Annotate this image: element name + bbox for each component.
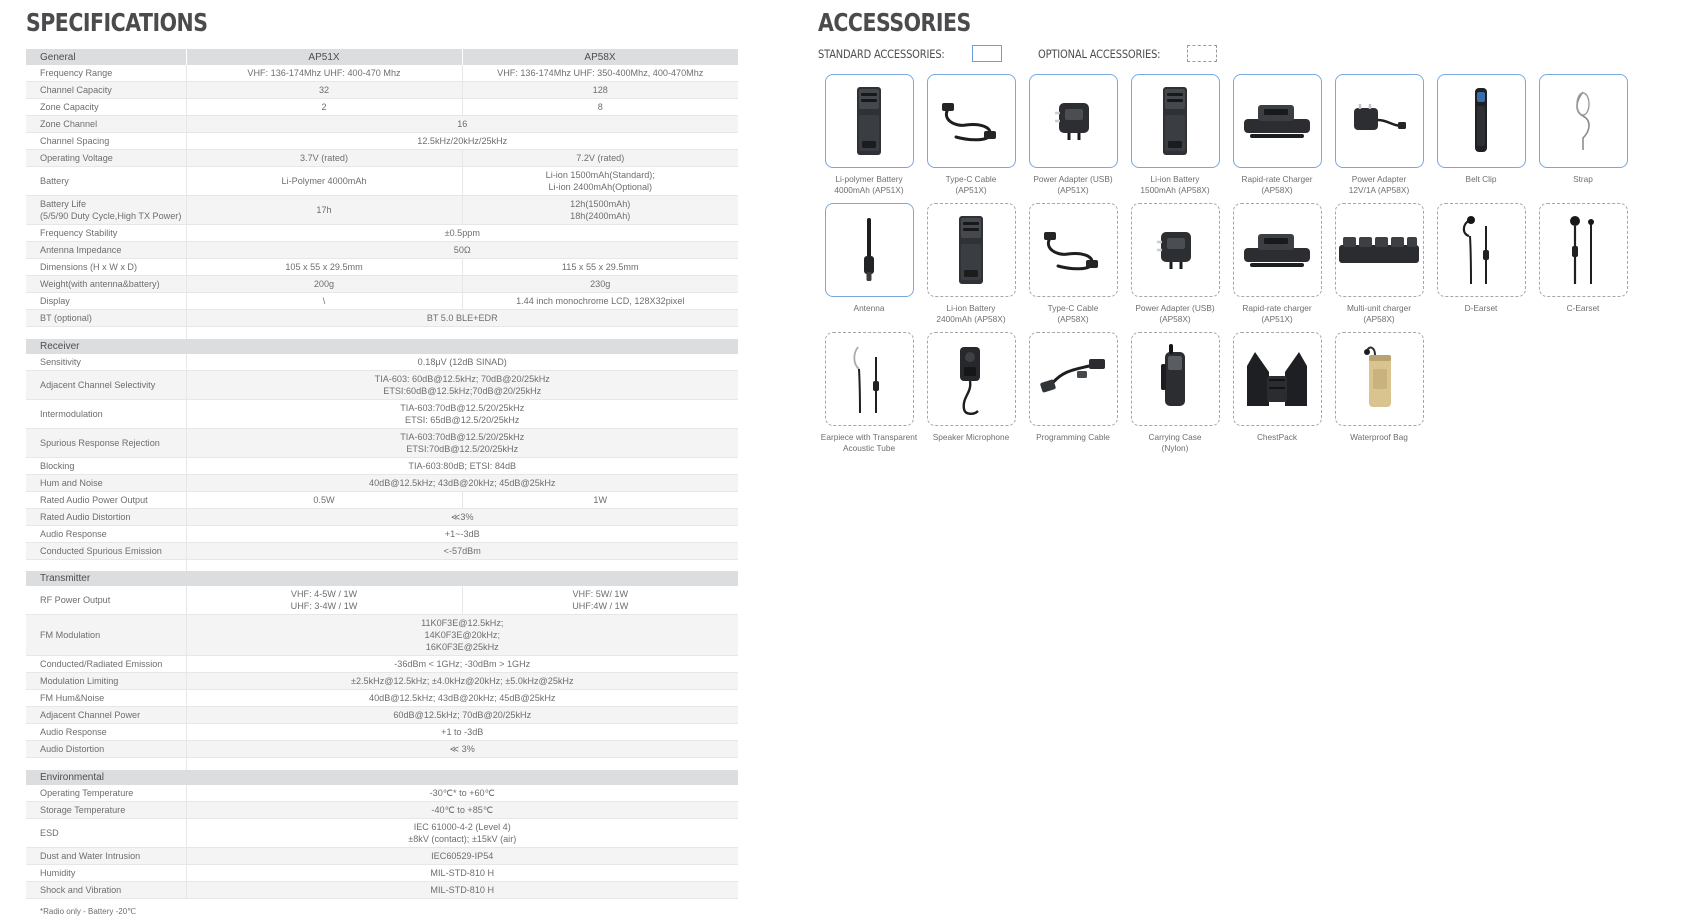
row-label: FM Modulation (26, 615, 186, 656)
row-value-ap58x: VHF: 5W/ 1W UHF:4W / 1W (462, 586, 738, 615)
spacer-cell (26, 559, 186, 571)
accessory-sub: (AP58X) (1363, 313, 1395, 324)
row-value-merged: <-57dBm (186, 542, 738, 559)
row-value-ap51x: 0.5W (186, 491, 462, 508)
row-value-ap58x: 8 (462, 99, 738, 116)
row-label: Blocking (26, 457, 186, 474)
accessory-item[interactable] (1124, 74, 1226, 195)
table-row (26, 818, 738, 847)
table-row (26, 724, 738, 741)
row-value-merged: 40dB@12.5kHz; 43dB@20kHz; 45dB@25kHz (186, 474, 738, 491)
accessory-name: Li-polymer Battery (835, 174, 903, 184)
accessory-caption (1430, 174, 1532, 185)
accessory-caption (818, 432, 920, 453)
accessory-card[interactable] (1131, 74, 1220, 168)
row-label: Zone Capacity (26, 99, 186, 116)
spacer-cell (186, 758, 738, 770)
chestpack-icon (1239, 346, 1315, 412)
accessory-sub: 12V/1A (AP58X) (1348, 184, 1410, 195)
row-value-ap58x: 128 (462, 82, 738, 99)
accessory-item[interactable] (818, 332, 920, 453)
programming-cable-icon (1037, 351, 1109, 407)
strap-icon (1566, 86, 1600, 156)
accessory-name: Programming Cable (1036, 432, 1110, 443)
accessory-item[interactable] (1022, 74, 1124, 195)
accessory-card[interactable] (927, 332, 1016, 426)
accessory-card[interactable] (1335, 74, 1424, 168)
table-row (26, 276, 738, 293)
row-value-ap51x: 105 x 55 x 29.5mm (186, 259, 462, 276)
row-label: Modulation Limiting (26, 673, 186, 690)
accessory-name: D-Earset (1464, 303, 1498, 314)
accessory-card[interactable] (1437, 74, 1526, 168)
row-label: Rated Audio Distortion (26, 508, 186, 525)
accessory-item[interactable] (1328, 74, 1430, 195)
accessory-item[interactable] (1022, 332, 1124, 453)
accessory-item[interactable] (1430, 203, 1532, 324)
table-row (26, 474, 738, 491)
row-value-merged: IEC60529-IP54 (186, 847, 738, 864)
row-label: Zone Channel (26, 116, 186, 133)
accessory-name: Strap (1573, 174, 1593, 184)
table-row (26, 225, 738, 242)
table-row (26, 167, 738, 196)
accessory-caption (1328, 432, 1430, 443)
multi-charger-icon (1337, 233, 1421, 267)
legend-standard-label: STANDARD ACCESSORIES: (818, 46, 945, 61)
power-brick-icon (1350, 98, 1408, 144)
accessory-item[interactable] (1226, 203, 1328, 324)
accessory-item[interactable] (920, 74, 1022, 195)
row-label: Battery Life (5/5/90 Duty Cycle,High TX Power) (26, 196, 186, 225)
power-adapter-icon (1045, 95, 1101, 147)
specifications-title: SPECIFICATIONS (26, 8, 208, 37)
antenna-icon (858, 214, 880, 286)
accessory-caption (818, 303, 920, 314)
accessory-name: C-Earset (1566, 303, 1600, 314)
accessories-legend (818, 45, 1681, 62)
accessory-sub: 1500mAh (AP58X) (1140, 184, 1210, 195)
accessory-caption (1124, 174, 1226, 195)
row-value-merged: +1~-3dB (186, 525, 738, 542)
accessory-card[interactable] (1131, 332, 1220, 426)
accessory-name: Antenna (853, 303, 885, 314)
accessory-item[interactable] (920, 203, 1022, 324)
spacer-cell (26, 327, 186, 339)
table-row (26, 508, 738, 525)
speaker-mic-icon (948, 341, 994, 417)
row-label: Adjacent Channel Selectivity (26, 370, 186, 399)
table-row (26, 457, 738, 474)
accessory-caption (1124, 432, 1226, 453)
accessory-item[interactable] (818, 74, 920, 195)
usb-cable-icon (1042, 226, 1104, 274)
row-value-merged: 0.18μV (12dB SINAD) (186, 354, 738, 371)
accessory-caption (1226, 303, 1328, 324)
table-spacer (26, 559, 738, 571)
table-row (26, 150, 738, 167)
accessory-name: Speaker Microphone (932, 432, 1010, 443)
row-label: Adjacent Channel Power (26, 707, 186, 724)
row-value-ap51x: 3.7V (rated) (186, 150, 462, 167)
c-earset-icon (1558, 212, 1608, 288)
row-label: Frequency Stability (26, 225, 186, 242)
accessory-name: Rapid-rate charger (1242, 303, 1312, 314)
row-value-ap58x: 230g (462, 276, 738, 293)
table-row (26, 259, 738, 276)
accessory-item[interactable] (1226, 332, 1328, 453)
row-value-merged: ±2.5kHz@12.5kHz; ±4.0kHz@20kHz; ±5.0kHz@25kHz (186, 673, 738, 690)
accessory-card[interactable] (1233, 203, 1322, 297)
row-value-merged: ≪ 3% (186, 741, 738, 758)
table-row (26, 707, 738, 724)
accessory-name: Power Adapter (1351, 174, 1407, 184)
accessory-card[interactable] (1539, 74, 1628, 168)
row-value-merged: TIA-603: 60dB@12.5kHz; 70dB@20/25kHz ETSI:60dB@12.5kHz;70dB@20/25kHz (186, 370, 738, 399)
d-earset-icon (1456, 212, 1506, 288)
column-header-b: AP58X (462, 49, 738, 65)
accessory-caption (818, 174, 920, 195)
row-value-ap51x: VHF: 136-174Mhz UHF: 400-470 Mhz (186, 65, 462, 82)
spacer-cell (26, 758, 186, 770)
accessory-caption (1022, 303, 1124, 324)
table-row (26, 310, 738, 327)
table-row (26, 525, 738, 542)
row-value-merged: MIL-STD-810 H (186, 864, 738, 881)
row-value-ap51x: 2 (186, 99, 462, 116)
accessory-name: Power Adapter (USB) (1033, 174, 1113, 184)
row-label: Audio Response (26, 525, 186, 542)
legend-optional (1038, 45, 1217, 62)
accessory-item[interactable] (1430, 74, 1532, 195)
table-row (26, 99, 738, 116)
accessory-caption (1226, 174, 1328, 195)
accessory-item[interactable] (1328, 203, 1430, 324)
accessory-card[interactable] (927, 74, 1016, 168)
accessory-caption (920, 174, 1022, 195)
battery-icon (1158, 85, 1192, 157)
row-label: Operating Voltage (26, 150, 186, 167)
table-row (26, 491, 738, 508)
table-row (26, 881, 738, 898)
accessory-sub: 2400mAh (AP58X) (936, 313, 1006, 324)
accessory-item[interactable] (920, 332, 1022, 453)
usb-cable-icon (940, 97, 1002, 145)
accessory-item[interactable] (1532, 74, 1634, 195)
accessory-sub: (AP58X) (1057, 313, 1089, 324)
row-value-ap51x: 200g (186, 276, 462, 293)
row-value-ap58x: 1.44 inch monochrome LCD, 128X32pixel (462, 293, 738, 310)
row-value-merged: TIA-603:80dB; ETSI: 84dB (186, 457, 738, 474)
row-label: Conducted Spurious Emission (26, 542, 186, 559)
row-value-merged: -30℃* to +60℃ (186, 785, 738, 802)
table-row (26, 801, 738, 818)
row-label: Audio Response (26, 724, 186, 741)
row-value-merged: IEC 61000-4-2 (Level 4) ±8kV (contact); ±15kV (air) (186, 818, 738, 847)
row-value-ap51x: Li-Polymer 4000mAh (186, 167, 462, 196)
accessory-caption (920, 303, 1022, 324)
accessory-item[interactable] (1124, 332, 1226, 453)
row-label: Shock and Vibration (26, 881, 186, 898)
table-row (26, 847, 738, 864)
accessory-card[interactable] (1131, 203, 1220, 297)
row-label: Channel Capacity (26, 82, 186, 99)
accessory-name: Li-ion Battery (946, 303, 996, 314)
column-header-a: AP51X (186, 49, 462, 65)
table-row (26, 542, 738, 559)
accessory-name: Multi-unit charger (1346, 303, 1412, 314)
row-label: Storage Temperature (26, 801, 186, 818)
row-value-ap51x: VHF: 4-5W / 1W UHF: 3-4W / 1W (186, 586, 462, 615)
accessory-sub: (Nylon) (1161, 443, 1189, 454)
accessory-card[interactable] (1029, 203, 1118, 297)
row-value-merged: -40℃ to +85℃ (186, 801, 738, 818)
accessory-caption (920, 432, 1022, 443)
row-value-merged: 50Ω (186, 242, 738, 259)
accessory-caption (1124, 303, 1226, 324)
table-group-header (26, 49, 738, 65)
specifications-table (26, 49, 739, 899)
accessory-card[interactable] (1029, 332, 1118, 426)
accessory-sub: Acoustic Tube (842, 443, 896, 454)
row-label: Conducted/Radiated Emission (26, 656, 186, 673)
table-group-header (26, 571, 738, 586)
accessory-card[interactable] (1233, 332, 1322, 426)
accessory-caption (1022, 174, 1124, 195)
table-row (26, 242, 738, 259)
row-value-merged: BT 5.0 BLE+EDR (186, 310, 738, 327)
spacer-cell (186, 327, 738, 339)
row-value-ap58x: VHF: 136-174Mhz UHF: 350-400Mhz, 400-470Mhz (462, 65, 738, 82)
accessory-name: Li-ion Battery (1150, 174, 1200, 184)
table-row (26, 354, 738, 371)
row-value-ap58x: 7.2V (rated) (462, 150, 738, 167)
accessory-sub: (AP58X) (1159, 313, 1191, 324)
group-name: Environmental (26, 770, 738, 785)
table-spacer (26, 758, 738, 770)
group-name: Transmitter (26, 571, 738, 586)
accessory-caption (1532, 174, 1634, 185)
row-value-merged: 16 (186, 116, 738, 133)
row-label: Dust and Water Intrusion (26, 847, 186, 864)
carrying-case-icon (1155, 342, 1195, 416)
row-value-merged: 40dB@12.5kHz; 43dB@20kHz; 45dB@25kHz (186, 690, 738, 707)
row-value-merged: +1 to -3dB (186, 724, 738, 741)
accessory-card[interactable] (1029, 74, 1118, 168)
row-label: Channel Spacing (26, 133, 186, 150)
row-value-merged: MIL-STD-810 H (186, 881, 738, 898)
accessory-item[interactable] (1124, 203, 1226, 324)
row-label: Intermodulation (26, 399, 186, 428)
row-value-merged: 11K0F3E@12.5kHz; 14K0F3E@20kHz; 16K0F3E@25kHz (186, 615, 738, 656)
accessory-sub: (AP51X) (955, 184, 987, 195)
table-row (26, 65, 738, 82)
row-label: Spurious Response Rejection (26, 428, 186, 457)
accessories-panel (800, 0, 1699, 817)
row-value-merged: 60dB@12.5kHz; 70dB@20/25kHz (186, 707, 738, 724)
table-group-header (26, 770, 738, 785)
accessory-item[interactable] (1022, 203, 1124, 324)
row-label: Operating Temperature (26, 785, 186, 802)
accessory-caption (1022, 432, 1124, 443)
accessory-caption (1328, 303, 1430, 324)
row-label: Humidity (26, 864, 186, 881)
accessory-card[interactable] (1233, 74, 1322, 168)
row-value-ap58x: 12h(1500mAh) 18h(2400mAh) (462, 196, 738, 225)
specifications-footnote: *Radio only - Battery -20℃ (40, 906, 137, 916)
accessory-card[interactable] (1437, 203, 1526, 297)
charger-dock-icon (1242, 228, 1312, 272)
accessory-sub: (AP58X) (1261, 184, 1293, 195)
charger-dock-icon (1242, 99, 1312, 143)
table-row (26, 741, 738, 758)
accessory-name: Waterproof Bag (1350, 432, 1408, 443)
waterproof-bag-icon (1357, 341, 1401, 417)
row-value-ap51x: \ (186, 293, 462, 310)
accessory-card[interactable] (825, 203, 914, 297)
row-value-merged: TIA-603:70dB@12.5/20/25kHz ETSI:70dB@12.5/20/25kHz (186, 428, 738, 457)
accessory-item[interactable] (1328, 332, 1430, 453)
accessories-title: ACCESSORIES (818, 8, 971, 37)
accessory-name: Earpiece with Transparent (820, 432, 918, 443)
row-value-ap58x: 1W (462, 491, 738, 508)
row-label: RF Power Output (26, 586, 186, 615)
table-row (26, 82, 738, 99)
accessory-card[interactable] (1335, 203, 1424, 297)
table-row (26, 785, 738, 802)
row-value-ap58x: 115 x 55 x 29.5mm (462, 259, 738, 276)
row-label: ESD (26, 818, 186, 847)
row-value-merged: -36dBm < 1GHz; -30dBm > 1GHz (186, 656, 738, 673)
accessory-name: Type-C Cable (945, 174, 997, 184)
row-value-merged: ≪3% (186, 508, 738, 525)
row-label: Audio Distortion (26, 741, 186, 758)
accessory-name: Power Adapter (USB) (1135, 303, 1215, 314)
accessory-card[interactable] (825, 74, 914, 168)
table-row (26, 133, 738, 150)
accessory-caption (1532, 303, 1634, 314)
row-value-ap51x: 17h (186, 196, 462, 225)
row-label: Battery (26, 167, 186, 196)
belt-clip-icon (1468, 84, 1494, 158)
row-value-merged: TIA-603:70dB@12.5/20/25kHz ETSI: 65dB@12.5/20/25kHz (186, 399, 738, 428)
table-spacer (26, 327, 738, 339)
table-row (26, 586, 738, 615)
acoustic-tube-icon (842, 341, 896, 417)
accessory-card[interactable] (1539, 203, 1628, 297)
row-label: Frequency Range (26, 65, 186, 82)
accessory-item[interactable] (1226, 74, 1328, 195)
row-value-merged: ±0.5ppm (186, 225, 738, 242)
row-label: Sensitivity (26, 354, 186, 371)
accessory-name: ChestPack (1256, 432, 1298, 443)
row-label: Display (26, 293, 186, 310)
table-row (26, 864, 738, 881)
accessory-sub: (AP51X) (1057, 184, 1089, 195)
table-row (26, 656, 738, 673)
accessory-card[interactable] (927, 203, 1016, 297)
accessory-sub: 4000mAh (AP51X) (834, 184, 904, 195)
accessory-caption (1430, 303, 1532, 314)
accessory-name: Belt Clip (1465, 174, 1497, 184)
battery-icon (852, 85, 886, 157)
battery-icon (954, 214, 988, 286)
table-row (26, 370, 738, 399)
row-label: Weight(with antenna&battery) (26, 276, 186, 293)
accessory-caption (1226, 432, 1328, 443)
row-label: Antenna Impedance (26, 242, 186, 259)
specifications-panel (0, 0, 800, 916)
accessory-caption (1328, 174, 1430, 195)
row-label: BT (optional) (26, 310, 186, 327)
accessory-card[interactable] (825, 332, 914, 426)
table-row (26, 399, 738, 428)
table-row (26, 116, 738, 133)
accessory-item[interactable] (818, 203, 920, 324)
legend-standard (818, 45, 1002, 62)
table-group-header (26, 339, 738, 354)
row-value-ap58x: Li-ion 1500mAh(Standard); Li-ion 2400mAh(Optional) (462, 167, 738, 196)
row-label: Rated Audio Power Output (26, 491, 186, 508)
row-value-ap51x: 32 (186, 82, 462, 99)
accessories-grid (818, 74, 1681, 462)
power-adapter-icon (1147, 224, 1203, 276)
accessory-name: Carrying Case (1148, 432, 1202, 443)
row-label: Hum and Noise (26, 474, 186, 491)
table-row (26, 673, 738, 690)
table-row (26, 428, 738, 457)
group-name: Receiver (26, 339, 738, 354)
spacer-cell (186, 559, 738, 571)
legend-standard-swatch (972, 45, 1002, 62)
table-row (26, 615, 738, 656)
table-row (26, 690, 738, 707)
row-value-merged: 12.5kHz/20kHz/25kHz (186, 133, 738, 150)
row-label: Dimensions (H x W x D) (26, 259, 186, 276)
accessory-item[interactable] (1532, 203, 1634, 324)
legend-optional-swatch (1187, 45, 1217, 62)
table-row (26, 196, 738, 225)
group-name: General (26, 49, 186, 65)
legend-optional-label: OPTIONAL ACCESSORIES: (1038, 46, 1161, 61)
accessory-sub: (AP51X) (1261, 313, 1293, 324)
table-row (26, 293, 738, 310)
accessory-name: Type-C Cable (1047, 303, 1099, 314)
accessory-card[interactable] (1335, 332, 1424, 426)
row-label: FM Hum&Noise (26, 690, 186, 707)
accessory-name: Rapid-rate Charger (1241, 174, 1313, 184)
